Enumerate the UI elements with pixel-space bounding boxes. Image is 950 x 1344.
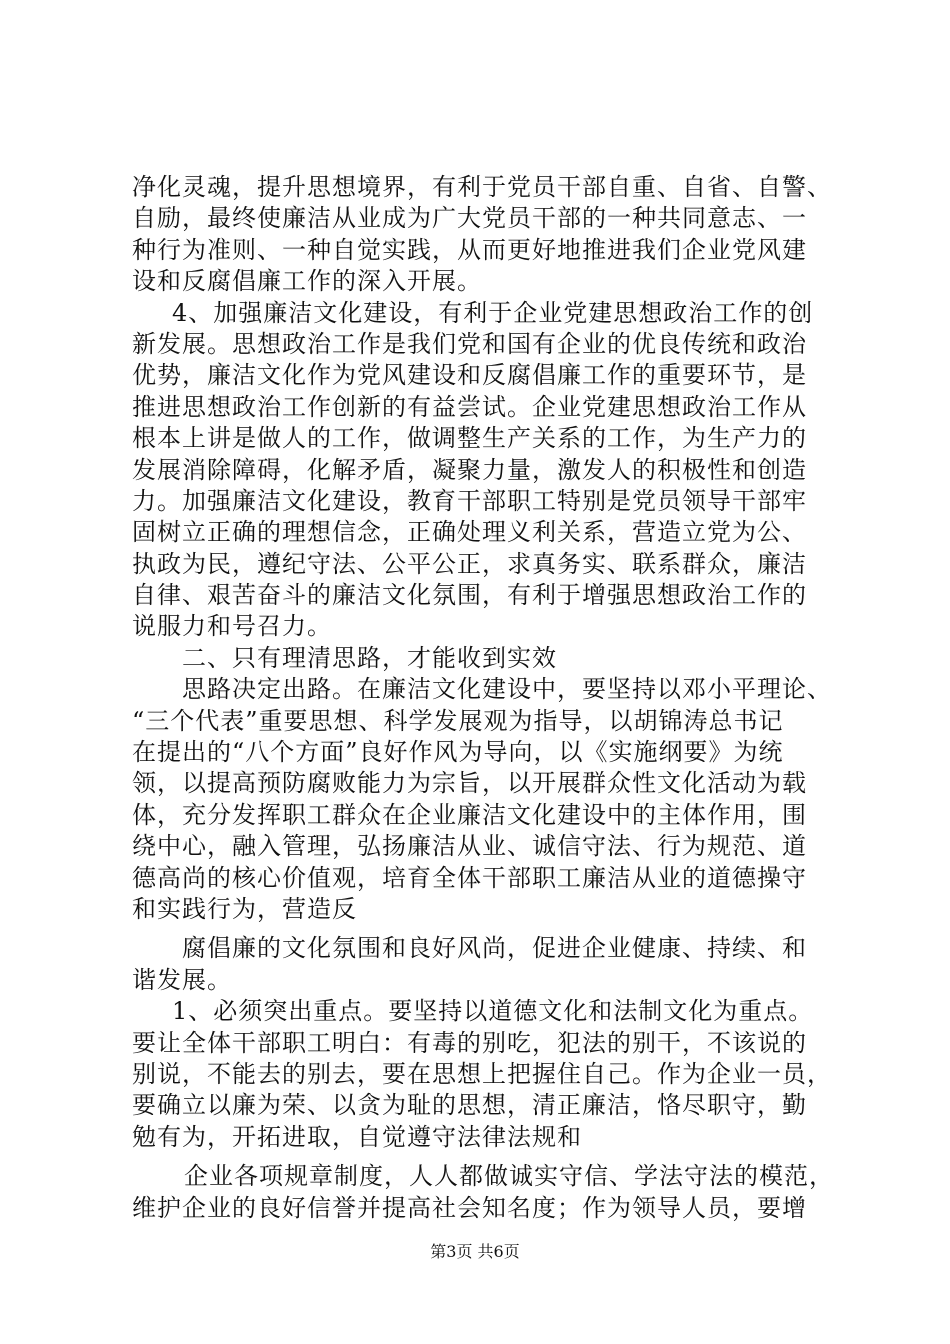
body-line: 谐发展。 xyxy=(132,965,232,994)
body-line: 和实践行为，营造反 xyxy=(132,894,357,923)
body-line: 体，充分发挥职工群众在企业廉洁文化建设中的主体作用，围 xyxy=(132,800,807,829)
page-number-footer: 第3页 共6页 xyxy=(430,1242,520,1261)
body-line: 腐倡廉的文化氛围和良好风尚，促进企业健康、持续、和 xyxy=(182,934,807,963)
body-line: 德高尚的核心价值观，培育全体干部职工廉洁从业的道德操守 xyxy=(132,863,807,892)
body-line: 新发展。思想政治工作是我们党和国有企业的优良传统和政治 xyxy=(132,329,807,358)
body-line: 1、必须突出重点。要坚持以道德文化和法制文化为重点。 xyxy=(172,997,814,1026)
body-line: 发展消除障碍，化解矛盾，凝聚力量，激发人的积极性和创造 xyxy=(132,455,807,484)
body-line: 固树立正确的理想信念，正确处理义利关系，营造立党为公、 xyxy=(132,518,807,547)
body-line: 别说，不能去的别去，要在思想上把握住自己。作为企业一员， xyxy=(132,1059,832,1088)
body-line: 思路决定出路。在廉洁文化建设中，要坚持以邓小平理论、 xyxy=(182,675,832,704)
body-line: 维护企业的良好信誉并提高社会知名度；作为领导人员，要增 xyxy=(132,1193,807,1222)
body-line: 执政为民，遵纪守法、公平公正，求真务实、联系群众，廉洁 xyxy=(132,549,807,578)
body-line: 力。加强廉洁文化建设，教育干部职工特别是党员领导干部牢 xyxy=(132,486,807,515)
body-line: 说服力和号召力。 xyxy=(132,612,332,641)
body-line: “三个代表”重要思想、科学发展观为指导，以胡锦涛总书记 xyxy=(132,706,784,735)
body-line: 领，以提高预防腐败能力为宗旨，以开展群众性文化活动为载 xyxy=(132,769,807,798)
body-line: 种行为准则、一种自觉实践，从而更好地推进我们企业党风建 xyxy=(132,235,807,264)
body-line: 自励，最终使廉洁从业成为广大党员干部的一种共同意志、一 xyxy=(132,204,807,233)
body-line: 勉有为，开拓进取，自觉遵守法律法规和 xyxy=(132,1122,582,1151)
body-line: 净化灵魂，提升思想境界，有利于党员干部自重、自省、自警、 xyxy=(132,173,832,201)
body-line: 绕中心，融入管理，弘扬廉洁从业、诚信守法、行为规范、道 xyxy=(132,832,807,861)
body-line: 优势，廉洁文化作为党风建设和反腐倡廉工作的重要环节，是 xyxy=(132,361,807,390)
body-line: 4、加强廉洁文化建设，有利于企业党建思想政治工作的创 xyxy=(172,298,814,327)
section-heading: 二、只有理清思路，才能收到实效 xyxy=(182,643,557,672)
body-line: 自律、艰苦奋斗的廉洁文化氛围，有利于增强思想政治工作的 xyxy=(132,581,807,610)
body-line: 要让全体干部职工明白：有毒的别吃，犯法的别干，不该说的 xyxy=(132,1028,807,1057)
document-body xyxy=(132,172,832,1224)
body-line: 推进思想政治工作创新的有益尝试。企业党建思想政治工作从 xyxy=(132,392,807,421)
body-line: 根本上讲是做人的工作，做调整生产关系的工作，为生产力的 xyxy=(132,424,807,453)
body-line: 要确立以廉为荣、以贪为耻的思想，清正廉洁，恪尽职守，勤 xyxy=(132,1091,807,1120)
body-line: 企业各项规章制度，人人都做诚实守信、学法守法的模范， xyxy=(184,1162,834,1191)
body-line: 设和反腐倡廉工作的深入开展。 xyxy=(132,267,482,296)
body-line: 在提出的“八个方面”良好作风为导向，以《实施纲要》为统 xyxy=(132,738,784,767)
